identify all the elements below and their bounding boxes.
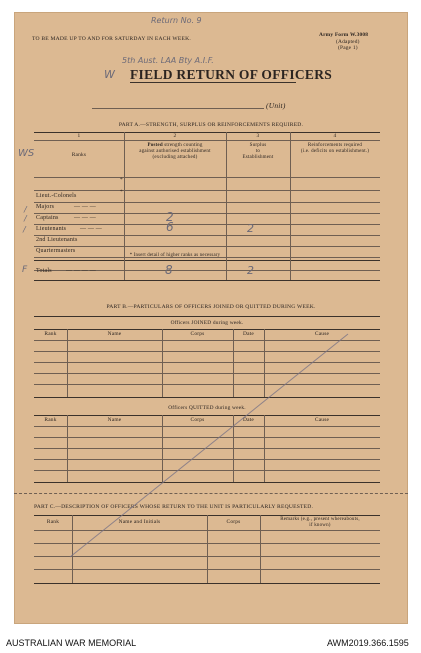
part-c-col-rank: Rank <box>46 519 60 525</box>
rank-2nd-lieutenants: 2nd Lieutenants <box>36 237 78 243</box>
part-c-remarks-line2: if known) <box>309 523 331 528</box>
handwritten-title-prefix: W <box>104 68 115 81</box>
rank-lieut-colonels: Lieut.-Colonels <box>36 193 77 199</box>
footer-right: AWM2019.366.1595 <box>327 638 409 648</box>
handwritten-lieutenants-posted: 6 <box>166 220 174 234</box>
totals-label: Totals <box>36 268 52 274</box>
posted-header-rest: strength counting <box>162 143 203 148</box>
quitted-col-rank: Rank <box>44 417 57 423</box>
col-number-2: 2 <box>173 133 177 139</box>
form-sheet: TO BE MADE UP TO AND FOR SATURDAY IN EACH WEEK. Return No. 9 Army Form W.3008 (Adapted) (Page 1) 5th Aust. LAA Bty A.I.F. W FIELD RETURN OF OFFICERS (Unit) PART A.—STRENGTH, SURPLUS OR REINFORCEMENTS REQUIRED. 1 2 3 4 Ranks Posted strength counting against authorised establishment (excluding attached) Surplus to Establishment Reinforcements required (i.e. deficits on establishment.) WS * * Lieut.-Colonels Majors Captains Lieutenants 2nd Lieutenants Quartermasters — — — — — — — — — Totals — — — — / / / F 2 6 2 * Insert detail of higher ranks as necessary 8 2 PART B.—PARTICULARS OF OFFICERS JOINED OR QUITTED DURING WEEK. Officers JOINED during week. Rank Name Corps Date Cause Officers QUITTED during week. Rank Name Corps Date Cause PART C.—DESCRIPTION OF OFFICERS WHOSE RETURN TO THE UNIT IS PARTICULARLY REQUESTED. Rank Name and Initials Corps Remarks (e.g., present whereabouts, if known) <box>14 12 408 624</box>
part-c-col-name: Name and Initials <box>118 519 161 525</box>
part-a-heading: PART A.—STRENGTH, SURPLUS OR REINFORCEMENTS REQUIRED. <box>118 122 304 128</box>
surplus-header-to: to <box>255 149 261 154</box>
rank-lieutenants: Lieutenants <box>36 226 67 232</box>
col-number-3: 3 <box>256 133 260 139</box>
rank-captains: Captains <box>36 215 59 221</box>
handwritten-majors-mark: / <box>24 205 27 214</box>
joined-col-corps: Corps <box>190 331 205 337</box>
handwritten-totals-surplus: 2 <box>247 264 254 277</box>
unit-label: (Unit) <box>266 101 286 110</box>
reinf-header: Reinforcements required <box>307 143 363 148</box>
ranks-header: Ranks <box>71 152 87 158</box>
part-c-remarks-line1: Remarks (e.g., present whereabouts, <box>280 517 360 522</box>
joined-col-name: Name <box>107 331 122 337</box>
surplus-header: Surplus <box>249 143 267 148</box>
form-adapted: (Adapted) <box>336 39 360 45</box>
joined-heading: Officers JOINED during week. <box>170 320 244 326</box>
form-title: FIELD RETURN OF OFFICERS <box>130 67 333 82</box>
diagonal-cancel-stroke <box>14 12 408 624</box>
quitted-col-name: Name <box>107 417 122 423</box>
handwritten-captains-posted: 2 <box>166 210 174 224</box>
handwritten-lieutenants-surplus: 2 <box>247 222 254 235</box>
handwritten-totals-posted: 8 <box>165 263 173 277</box>
form-id: Army Form W.3008 <box>319 32 369 38</box>
col-number-4: 4 <box>333 133 337 139</box>
handwritten-captains-mark: / <box>24 214 27 223</box>
posted-header-bold: Posted <box>147 143 163 148</box>
footer-bar <box>0 633 421 653</box>
asterisk-1: * <box>120 177 123 183</box>
joined-col-cause: Cause <box>314 331 330 337</box>
form-page: (Page 1) <box>338 45 358 51</box>
quitted-col-cause: Cause <box>314 417 330 423</box>
posted-header-line3: (excluding attached) <box>152 155 198 160</box>
handwritten-unit-note: 5th Aust. LAA Bty A.I.F. <box>122 56 214 65</box>
quitted-col-corps: Corps <box>190 417 205 423</box>
top-instruction: TO BE MADE UP TO AND FOR SATURDAY IN EACH WEEK. <box>32 36 191 42</box>
quitted-heading: Officers QUITTED during week. <box>168 405 246 411</box>
surplus-header-est: Establishment <box>242 155 274 160</box>
reinf-header-2: (i.e. deficits on establishment.) <box>300 149 370 154</box>
handwritten-totals-mark: F <box>22 265 28 275</box>
part-c-col-corps: Corps <box>226 519 241 525</box>
joined-col-rank: Rank <box>44 331 57 337</box>
col-number-1: 1 <box>77 133 81 139</box>
part-a-footnote: * Insert detail of higher ranks as necessary <box>129 253 221 258</box>
quitted-col-date: Date <box>243 417 254 423</box>
rank-majors: Majors <box>36 204 55 210</box>
posted-header-line2: against authorised establishment <box>139 149 211 154</box>
part-b-heading: PART B.—PARTICULARS OF OFFICERS JOINED OR QUITTED DURING WEEK. <box>106 304 316 310</box>
joined-col-date: Date <box>243 331 254 337</box>
rank-quartermasters: Quartermasters <box>36 248 76 254</box>
asterisk-2: * <box>120 189 123 195</box>
footer-left: AUSTRALIAN WAR MEMORIAL <box>6 638 137 648</box>
handwritten-return-number: Return No. 9 <box>151 16 202 25</box>
handwritten-ws-mark: WS <box>18 148 35 159</box>
part-c-heading: PART C.—DESCRIPTION OF OFFICERS WHOSE RETURN TO THE UNIT IS PARTICULARLY REQUESTED. <box>34 504 314 510</box>
handwritten-lieutenants-mark: / <box>23 225 26 234</box>
